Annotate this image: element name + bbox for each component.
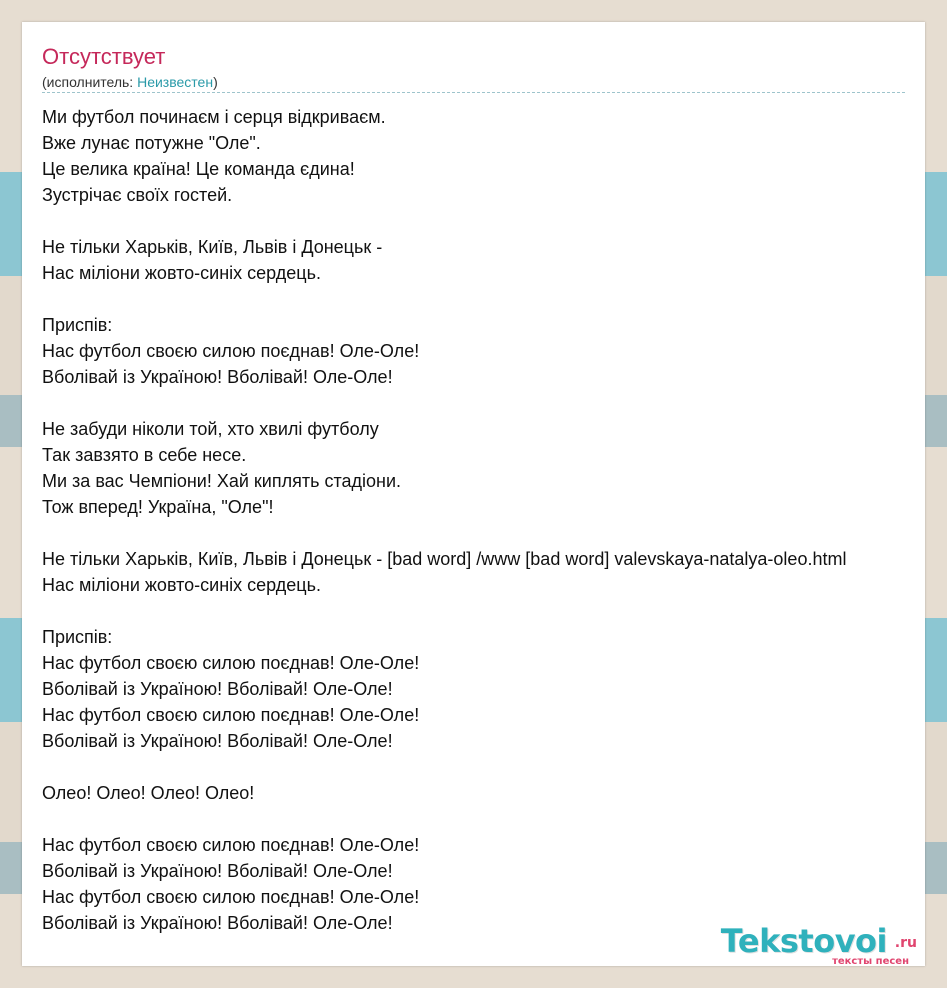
site-logo[interactable] bbox=[707, 922, 917, 968]
lyric-line: Нас футбол своєю силою поєднав! Оле-Оле! bbox=[42, 341, 420, 361]
lyrics-text bbox=[42, 104, 846, 936]
lyric-line: Вболівай із Україною! Вболівай! Оле-Оле! bbox=[42, 731, 393, 751]
lyric-line: Ми за вас Чемпіони! Хай киплять стадіони. bbox=[42, 471, 402, 491]
artist-prefix: (исполнитель: bbox=[42, 74, 138, 90]
lyric-line: Нас міліони жовто-синіх сердець. bbox=[42, 575, 321, 595]
lyric-line: Не забуди ніколи той, хто хвилі футболу bbox=[42, 419, 379, 439]
lyric-line: Нас міліони жовто-синіх сердець. bbox=[42, 263, 321, 283]
lyric-line: Це велика країна! Це команда єдина! bbox=[42, 159, 355, 179]
lyric-line: Вже лунає потужне "Оле". bbox=[42, 133, 261, 153]
lyric-line: Не тільки Харьків, Київ, Львів і Донецьк - [bad word] /www [bad word] valevskaya-natalya-oleo.html bbox=[42, 549, 847, 569]
lyric-line: Вболівай із Україною! Вболівай! Оле-Оле! bbox=[42, 913, 393, 933]
song-title: Отсутствует bbox=[42, 44, 166, 69]
logo-tagline: тексты песен bbox=[832, 956, 909, 967]
lyric-line: Нас футбол своєю силою поєднав! Оле-Оле! bbox=[42, 887, 420, 907]
lyric-line: Приспів: bbox=[42, 627, 113, 647]
artist-suffix: ) bbox=[213, 74, 218, 90]
artist-line bbox=[42, 73, 218, 91]
lyric-line: Так завзято в себе несе. bbox=[42, 445, 247, 465]
lyric-line: Вболівай із Україною! Вболівай! Оле-Оле! bbox=[42, 861, 393, 881]
lyric-line: Не тільки Харьків, Київ, Львів і Донецьк - bbox=[42, 237, 383, 257]
lyric-line: Нас футбол своєю силою поєднав! Оле-Оле! bbox=[42, 835, 420, 855]
title-divider bbox=[42, 92, 905, 93]
logo-domain: .ru bbox=[894, 935, 917, 951]
lyric-line: Вболівай із Україною! Вболівай! Оле-Оле! bbox=[42, 367, 393, 387]
lyric-line: Ми футбол починаєм і серця відкриваєм. bbox=[42, 107, 386, 127]
lyric-line: Тож вперед! Україна, "Оле"! bbox=[42, 497, 274, 517]
lyric-line: Приспів: bbox=[42, 315, 113, 335]
logo-wordmark: Tekstovoi bbox=[720, 922, 887, 960]
artist-link[interactable]: Неизвестен bbox=[137, 74, 214, 90]
lyric-line: Нас футбол своєю силою поєднав! Оле-Оле! bbox=[42, 653, 420, 673]
lyric-line: Олео! Олео! Олео! Олео! bbox=[42, 783, 255, 803]
lyric-line: Вболівай із Україною! Вболівай! Оле-Оле! bbox=[42, 679, 393, 699]
lyric-line: Нас футбол своєю силою поєднав! Оле-Оле! bbox=[42, 705, 420, 725]
lyrics-card bbox=[22, 22, 925, 966]
lyric-line: Зустрічає своїх гостей. bbox=[42, 185, 233, 205]
